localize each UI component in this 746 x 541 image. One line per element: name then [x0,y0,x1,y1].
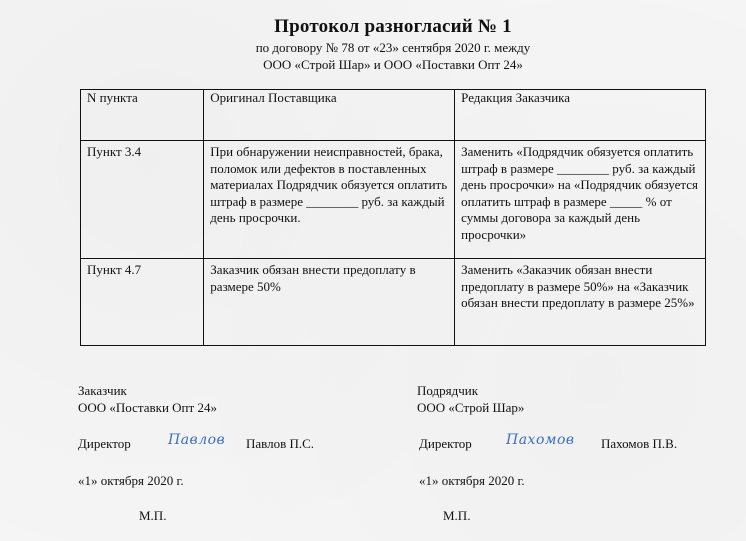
cell-clause: Пункт 3.4 [81,141,204,259]
contractor-stamp-place: М.П. [443,508,471,523]
contractor-role: Подрядчик [417,383,479,398]
document-subtitle-parties: ООО «Строй Шар» и ООО «Поставки Опт 24» [263,57,523,72]
document-title: Протокол разногласий № 1 [274,16,512,37]
customer-company: ООО «Поставки Опт 24» [78,400,217,415]
cell-original: Заказчик обязан внести предоплату в размере 50% [204,259,455,346]
contractor-date: «1» октября 2020 г. [419,473,525,488]
contractor-signature: Пахомов [506,432,575,448]
header-customer-edit: Редакция Заказчика [455,90,706,141]
disagreements-table [80,89,706,346]
cell-original: При обнаружении неисправностей, брака, поломок или дефектов в поставленных материалах Подрядчик обязуется оплатить штраф в размере ________ руб. за каждый день просрочки. [204,141,455,259]
header-supplier-original: Оригинал Поставщика [204,90,455,141]
cell-edit: Заменить «Подрядчик обязуется оплатить штраф в размере ________ руб. за каждый день просрочки» на «Подрядчик обязуется оплатить штраф в размере _____ % от суммы договора за каждый день просрочки» [455,141,706,259]
table-header-row [81,90,706,141]
customer-position: Директор [78,436,131,451]
customer-name: Павлов П.С. [246,436,315,451]
customer-date: «1» октября 2020 г. [78,473,184,488]
document-subtitle-contract: по договору № 78 от «23» сентября 2020 г. между [255,40,531,55]
header-clause-number: N пункта [81,90,204,141]
cell-edit: Заменить «Заказчик обязан внести предоплату в размере 50%» на «Заказчик обязан внести предоплату в размере 25%» [455,259,706,346]
customer-role: Заказчик [78,383,127,398]
contractor-position: Директор [419,436,472,451]
table-row [81,141,706,259]
customer-signature: Павлов [168,432,226,448]
contractor-company: ООО «Строй Шар» [417,400,525,415]
customer-stamp-place: М.П. [139,508,167,523]
contractor-name: Пахомов П.В. [601,436,678,451]
table-row [81,259,706,346]
cell-clause: Пункт 4.7 [81,259,204,346]
